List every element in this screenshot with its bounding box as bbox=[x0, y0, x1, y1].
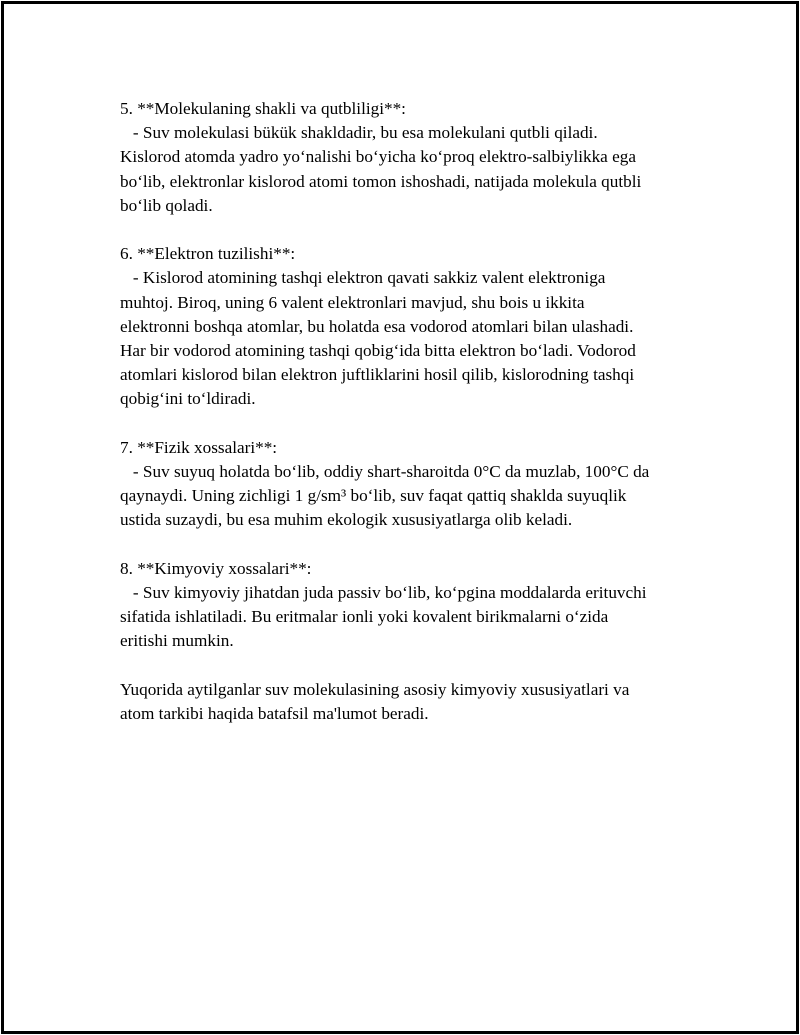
page-frame bbox=[1, 1, 799, 1034]
paragraph-line: elektronni boshqa atomlar, bu holatda esa vodorod atomlari bilan ulashadi. bbox=[120, 316, 634, 336]
section-heading: 8. **Kimyoviy xossalari**: bbox=[120, 558, 312, 578]
section-physical-properties bbox=[120, 436, 710, 533]
paragraph-line: atom tarkibi haqida batafsil ma'lumot beradi. bbox=[120, 704, 429, 724]
section-chemical-properties bbox=[120, 557, 710, 654]
paragraph-line: bo‘lib qoladi. bbox=[120, 195, 213, 215]
paragraph-line: Har bir vodorod atomining tashqi qobig‘ida bitta elektron bo‘ladi. Vodorod bbox=[120, 341, 636, 361]
paragraph-line: muhtoj. Biroq, uning 6 valent elektronlari mavjud, shu bois u ikkita bbox=[120, 292, 585, 312]
paragraph-line: - Suv kimyoviy jihatdan juda passiv bo‘lib, ko‘pgina moddalarda erituvchi bbox=[120, 583, 647, 603]
section-molecular-shape bbox=[120, 97, 710, 218]
paragraph-line: - Suv molekulasi bükük shakldadir, bu esa molekulani qutbli qiladi. bbox=[120, 123, 598, 143]
paragraph-line: ustida suzaydi, bu esa muhim ekologik xususiyatlarga olib keladi. bbox=[120, 510, 573, 530]
paragraph-line: atomlari kislorod bilan elektron juftliklarini hosil qilib, kislorodning tashqi bbox=[120, 365, 635, 385]
section-heading: 5. **Molekulaning shakli va qutbliligi**: bbox=[120, 99, 406, 118]
paragraph-line: bo‘lib, elektronlar kislorod atomi tomon ishoshadi, natijada molekula qutbli bbox=[120, 171, 642, 191]
section-electron-structure bbox=[120, 242, 710, 411]
paragraph-line: qaynaydi. Uning zichligi 1 g/sm³ bo‘lib, suv faqat qattiq shaklda suyuqlik bbox=[120, 486, 627, 506]
section-heading: 7. **Fizik xossalari**: bbox=[120, 437, 278, 457]
paragraph-line: - Suv suyuq holatda bo‘lib, oddiy shart-sharoitda 0°C da muzlab, 100°C da bbox=[120, 462, 650, 482]
paragraph-line: Yuqorida aytilganlar suv molekulasining asosiy kimyoviy xususiyatlari va bbox=[120, 679, 630, 699]
section-conclusion bbox=[120, 678, 710, 726]
paragraph-line: - Kislorod atomining tashqi elektron qavati sakkiz valent elektroniga bbox=[120, 268, 606, 288]
section-heading: 6. **Elektron tuzilishi**: bbox=[120, 244, 296, 264]
paragraph-line: eritishi mumkin. bbox=[120, 631, 234, 651]
paragraph-line: sifatida ishlatiladi. Bu eritmalar ionli yoki kovalent birikmalarni o‘zida bbox=[120, 607, 609, 627]
paragraph-line: qobig‘ini to‘ldiradi. bbox=[120, 389, 256, 409]
document-body bbox=[120, 97, 710, 750]
paragraph-line: Kislorod atomda yadro yo‘nalishi bo‘yicha ko‘proq elektro-salbiylikka ega bbox=[120, 147, 636, 167]
